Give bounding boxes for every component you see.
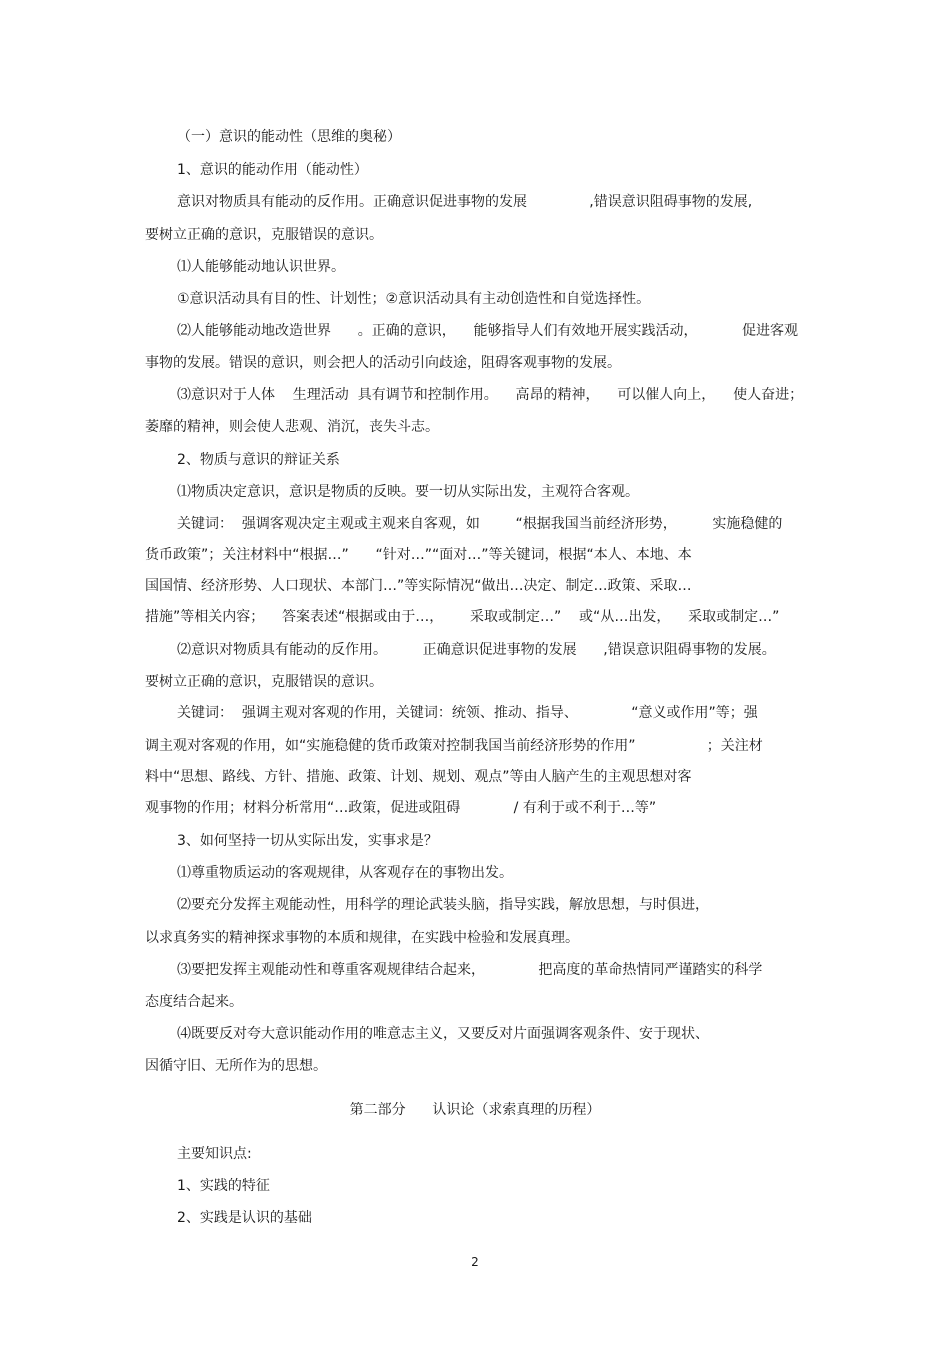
paragraph-line: 关键词： 强调主观对客观的作用，关键词：统领、推动、指导、 “意义或作用”等；强 [177, 705, 758, 721]
paragraph-line: ⑴尊重物质运动的客观规律，从客观存在的事物出发。 [177, 865, 513, 881]
point-heading: 3、如何坚持一切从实际出发，实事求是？ [177, 833, 438, 849]
paragraph-line: 要树立正确的意识，克服错误的意识。 [145, 227, 383, 243]
list-heading: 主要知识点: [177, 1146, 252, 1162]
paragraph-line: 态度结合起来。 [145, 994, 243, 1010]
paragraph-line: 关键词： 强调客观决定主观或主观来自客观，如 “根据我国当前经济形势， 实施稳健的 [177, 516, 783, 532]
paragraph-line: ⑵人能够能动地改造世界 。正确的意识， 能够指导人们有效地开展实践活动， 促进客观 [177, 323, 799, 339]
paragraph-line: ⑴人能够能动地认识世界。 [177, 259, 345, 275]
page-number: 2 [471, 1255, 479, 1269]
list-item: 2、实践是认识的基础 [177, 1210, 312, 1226]
paragraph-line: ⑶意识对于人体 生理活动 具有调节和控制作用。 高昂的精神， 可以催人向上， 使人奋进； [177, 387, 804, 403]
section-title: 第二部分 认识论（求索真理的历程） [349, 1102, 601, 1118]
paragraph-line: 萎靡的精神，则会使人悲观、消沉，丧失斗志。 [145, 419, 439, 435]
paragraph-line: ⑵意识对物质具有能动的反作用。 正确意识促进事物的发展 ,错误意识阻碍事物的发展。 [177, 642, 776, 658]
paragraph-line: 意识对物质具有能动的反作用。正确意识促进事物的发展 ,错误意识阻碍事物的发展, [177, 194, 753, 210]
paragraph-line: 事物的发展。错误的意识，则会把人的活动引向歧途，阻碍客观事物的发展。 [145, 355, 621, 371]
paragraph-line: 货币政策”；关注材料中“根据…” “针对…”“面对…”等关键词，根据“本人、本地、本 [145, 547, 692, 563]
paragraph-line: 以求真务实的精神探求事物的本质和规律，在实践中检验和发展真理。 [145, 930, 579, 946]
paragraph-line: ⑵要充分发挥主观能动性，用科学的理论武装头脑，指导实践，解放思想，与时俱进， [177, 897, 709, 913]
paragraph-line: 调主观对客观的作用，如“实施稳健的货币政策对控制我国当前经济形势的作用” ；关注材 [145, 738, 763, 754]
paragraph-line: ①意识活动具有目的性、计划性；②意识活动具有主动创造性和自觉选择性。 [177, 291, 651, 307]
paragraph-line: 因循守旧、无所作为的思想。 [145, 1058, 327, 1074]
paragraph-line: ⑶要把发挥主观能动性和尊重客观规律结合起来， 把高度的革命热情同严谨踏实的科学 [177, 962, 763, 978]
subsection-heading: （一）意识的能动性（思维的奥秘） [177, 129, 401, 145]
paragraph-line: 要树立正确的意识，克服错误的意识。 [145, 674, 383, 690]
paragraph-line: ⑴物质决定意识，意识是物质的反映。要一切从实际出发，主观符合客观。 [177, 484, 639, 500]
paragraph-line: 国国情、经济形势、人口现状、本部门…”等实际情况“做出…决定、制定…政策、采取… [145, 578, 692, 594]
paragraph-line: 料中“思想、路线、方针、措施、政策、计划、规划、观点”等由人脑产生的主观思想对客 [145, 769, 692, 785]
point-heading: 1、意识的能动作用（能动性） [177, 162, 368, 178]
paragraph-line: ⑷既要反对夸大意识能动作用的唯意志主义，又要反对片面强调客观条件、安于现状、 [177, 1026, 709, 1042]
paragraph-line: 措施”等相关内容； 答案表述“根据或由于…， 采取或制定…” 或“从…出发， 采取或制定…” [145, 609, 780, 625]
point-heading: 2、物质与意识的辩证关系 [177, 452, 340, 468]
list-item: 1、实践的特征 [177, 1178, 270, 1194]
paragraph-line: 观事物的作用；材料分析常用“…政策，促进或阻碍 / 有利于或不利于…等” [145, 800, 657, 816]
